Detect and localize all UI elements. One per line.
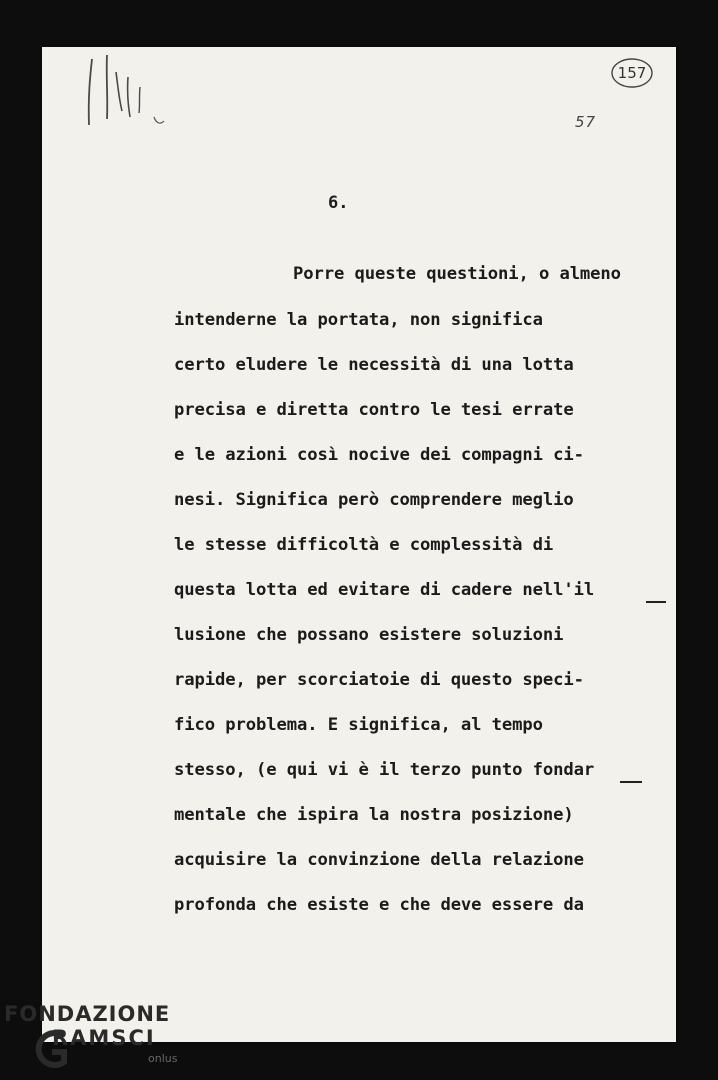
text-line: nesi. Significa però comprendere meglio	[174, 490, 574, 510]
manual-underline	[620, 781, 642, 783]
pencil-marks	[82, 47, 182, 137]
text-line: stesso, (e qui vi è il terzo punto fondar	[174, 760, 595, 780]
text-line: e le azioni così nocive dei compagni ci-	[174, 445, 584, 465]
document-page	[42, 47, 676, 1042]
watermark-line2: RAMSCI	[52, 1026, 156, 1050]
text-line: le stesse difficoltà e complessità di	[174, 535, 554, 555]
text-line: fico problema. E significa, al tempo	[174, 715, 543, 735]
text-line: intenderne la portata, non significa	[174, 310, 543, 330]
text-line: questa lotta ed evitare di cadere nell'il	[174, 580, 595, 600]
watermark-logo	[4, 1002, 204, 1078]
circled-page-number: 157	[610, 57, 654, 89]
section-number: 6.	[328, 193, 349, 213]
text-line: rapide, per scorciatoie di questo speci-	[174, 670, 584, 690]
text-line: profonda che esiste e che deve essere da	[174, 895, 584, 915]
text-line: acquisire la convinzione della relazione	[174, 850, 584, 870]
text-line: certo eludere le necessità di una lotta	[174, 355, 574, 375]
text-line: Porre queste questioni, o almeno	[293, 264, 621, 284]
manual-underline	[646, 601, 666, 603]
text-line: precisa e diretta contro le tesi errate	[174, 400, 574, 420]
watermark-line1: FONDAZIONE	[4, 1002, 171, 1026]
text-line: mentale che ispira la nostra posizione)	[174, 805, 574, 825]
watermark-onlus: onlus	[148, 1052, 178, 1065]
text-line: lusione che possano esistere soluzioni	[174, 625, 564, 645]
handwritten-page-number: 57	[575, 113, 597, 131]
